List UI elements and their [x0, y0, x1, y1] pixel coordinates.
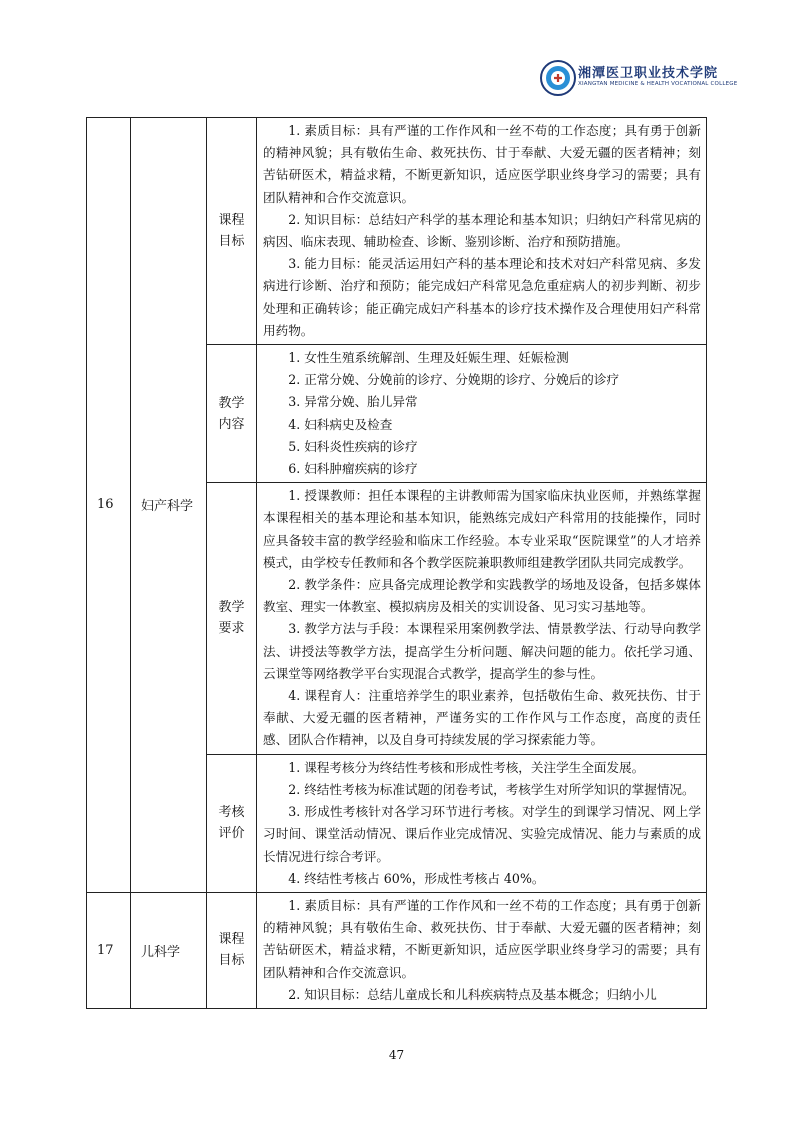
course-name: 儿科学 — [131, 892, 207, 1008]
content-paragraph: 1. 课程考核分为终结性考核和形成性考核，关注学生全面发展。 — [288, 759, 645, 775]
category-label: 课程 — [218, 932, 245, 948]
table-row — [87, 118, 707, 345]
content-paragraph: 2. 知识目标：总结妇产科学的基本理论和基本知识；归纳妇产科常见病的病因、临床表现、辅助检查、诊断、鉴别诊断、治疗和预防措施。 — [263, 211, 701, 250]
category-cell — [207, 118, 257, 345]
college-name-en: XIANGTAN MEDICINE & HEALTH VOCATIONAL COLLEGE — [578, 81, 738, 87]
category-label: 教学 — [218, 395, 245, 411]
college-name: 湘潭医卫职业技术学院 — [578, 66, 719, 81]
content-cell — [257, 754, 707, 892]
category-cell — [207, 892, 257, 1008]
content-cell — [257, 345, 707, 483]
page-number: 47 — [388, 1048, 405, 1062]
category-cell — [207, 754, 257, 892]
content-paragraph: 6. 妇科肿瘤疾病的诊疗 — [288, 461, 418, 477]
content-paragraph: 1. 女性生殖系统解剖、生理及妊娠生理、妊娠检测 — [288, 350, 569, 366]
content-paragraph: 1. 授课教师：担任本课程的主讲教师需为国家临床执业医师，并熟练掌握本课程相关的基本理论和基本知识，能熟练完成妇产科常用的技能操作，同时应具备较丰富的教学经验和临床工作经验。本专业采取“医院课堂”的人才培养模式，由学校专任教师和各个教学医院兼职教师组建教学团队共同完成教学。 — [263, 488, 701, 570]
category-label: 评价 — [218, 826, 245, 842]
content-paragraph: 3. 形成性考核针对各学习环节进行考核。对学生的到课学习情况、网上学习时间、课堂活动情况、课后作业完成情况、实验完成情况、能力与素质的成长情况进行综合考评。 — [263, 804, 701, 864]
content-paragraph: 1. 素质目标：具有严谨的工作作风和一丝不苟的工作态度；具有勇于创新的精神风貌；具有敬佑生命、救死扶伤、甘于奉献、大爱无疆的医者精神；刻苦钻研医术，精益求精，不断更新知识，适应医学职业终身学习的需要；具有团队精神和合作交流意识。 — [263, 897, 701, 980]
content-cell — [257, 483, 707, 754]
category-label: 课程 — [218, 213, 245, 229]
course-table — [86, 117, 707, 1009]
category-label: 考核 — [218, 805, 245, 821]
category-cell — [207, 345, 257, 483]
category-label: 目标 — [218, 953, 245, 969]
content-paragraph: 1. 素质目标：具有严谨的工作作风和一丝不苟的工作态度；具有勇于创新的精神风貌；具有敬佑生命、救死扶伤、甘于奉献、大爱无疆的医者精神；刻苦钻研医术，精益求精，不断更新知识，适应医学职业终身学习的需要；具有团队精神和合作交流意识。 — [263, 123, 701, 205]
content-cell — [257, 892, 707, 1008]
content-cell — [257, 118, 707, 345]
category-cell — [207, 483, 257, 754]
category-label: 内容 — [218, 416, 245, 432]
course-name: 妇产科学 — [131, 118, 207, 893]
course-number: 16 — [87, 118, 131, 893]
content-paragraph: 2. 知识目标：总结儿童成长和儿科疾病特点及基本概念；归纳小儿 — [288, 986, 657, 1002]
content-paragraph: 2. 正常分娩、分娩前的诊疗、分娩期的诊疗、分娩后的诊疗 — [288, 372, 620, 388]
content-paragraph: 5. 妇科炎性疾病的诊疗 — [288, 438, 418, 454]
content-paragraph: 2. 终结性考核为标准试题的闭卷考试，考核学生对所学知识的掌握情况。 — [288, 781, 695, 797]
course-number: 17 — [87, 892, 131, 1008]
content-paragraph: 2. 教学条件：应具备完成理论教学和实践教学的场地及设备，包括多媒体教室、理实一体教室、模拟病房及相关的实训设备、见习实习基地等。 — [263, 577, 701, 615]
content-paragraph: 3. 教学方法与手段：本课程采用案例教学法、情景教学法、行动导向教学法、讲授法等教学方法，提高学生分析问题、解决问题的能力。依托学习通、云课堂等网络教学平台实现混合式教学，提高学生的参与性。 — [263, 621, 701, 681]
content-paragraph: 4. 终结性考核占 60%，形成性考核占 40%。 — [288, 870, 545, 886]
content-paragraph: 3. 能力目标：能灵活运用妇产科的基本理论和技术对妇产科常见病、多发病进行诊断、治疗和预防；能完成妇产科常见急危重症病人的初步判断、初步处理和正确转诊；能正确完成妇产科基本的诊疗技术操作及合理使用妇产科常用药物。 — [263, 256, 701, 338]
category-label: 目标 — [218, 234, 245, 250]
table-row — [87, 892, 707, 1008]
content-paragraph: 4. 妇科病史及检查 — [288, 416, 393, 432]
content-paragraph: 4. 课程育人：注重培养学生的职业素养，包括敬佑生命、救死扶伤、甘于奉献、大爱无疆的医者精神，严谨务实的工作作风与工作态度，高度的责任感、团队合作精神，以及自身可持续发展的学习探索能力等。 — [263, 688, 701, 748]
content-paragraph: 3. 异常分娩、胎儿异常 — [288, 394, 418, 410]
category-label: 教学 — [218, 600, 245, 616]
category-label: 要求 — [218, 621, 245, 637]
